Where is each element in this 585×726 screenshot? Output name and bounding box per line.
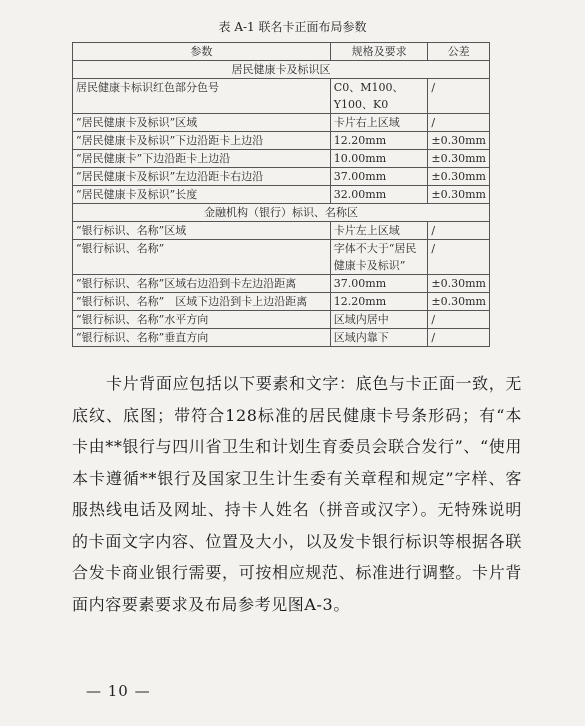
specification-cell: 32.00mm bbox=[330, 186, 428, 204]
table-row bbox=[73, 132, 490, 150]
layout-parameters-table bbox=[72, 42, 490, 347]
parameter-cell: “银行标识、名称”区域右边沿到卡左边沿距离 bbox=[73, 275, 331, 293]
parameter-cell: “居民健康卡及标识”左边沿距卡右边沿 bbox=[73, 168, 331, 186]
table-row bbox=[73, 79, 490, 114]
tolerance-cell: ±0.30mm bbox=[428, 150, 490, 168]
section-row bbox=[73, 204, 490, 222]
table-row bbox=[73, 222, 490, 240]
tolerance-cell: / bbox=[428, 79, 490, 114]
tolerance-cell: ±0.30mm bbox=[428, 186, 490, 204]
specification-cell: 区域内居中 bbox=[330, 311, 428, 329]
table-row bbox=[73, 114, 490, 132]
specification-cell: 12.20mm bbox=[330, 293, 428, 311]
tolerance-cell: ±0.30mm bbox=[428, 132, 490, 150]
specification-cell: 卡片右上区域 bbox=[330, 114, 428, 132]
table-row bbox=[73, 150, 490, 168]
parameter-cell: “居民健康卡及标识”长度 bbox=[73, 186, 331, 204]
table-row bbox=[73, 240, 490, 275]
section-title: 金融机构（银行）标识、名称区 bbox=[73, 204, 490, 222]
specification-cell: 37.00mm bbox=[330, 275, 428, 293]
tolerance-cell: / bbox=[428, 222, 490, 240]
tolerance-cell: / bbox=[428, 240, 490, 275]
tolerance-cell: ±0.30mm bbox=[428, 168, 490, 186]
table-row bbox=[73, 311, 490, 329]
parameter-cell: “银行标识、名称”水平方向 bbox=[73, 311, 331, 329]
page-number: — 10 — bbox=[86, 682, 151, 700]
back-of-card-paragraph: 卡片背面应包括以下要素和文字：底色与卡正面一致，无底纹、底图；带符合128标准的居民健康卡号条形码；有“本卡由**银行与四川省卫生和计划生育委员会联合发行”、“使用本卡遵循**银行及国家卫生计生委有关章程和规定”字样、客服热线电话及网址、持卡人姓名（拼音或汉字）。无特殊说明的卡面文字内容、位置及大小，以及发卡银行标识等根据各联合发卡商业银行需要，可按相应规范、标准进行调整。卡片背面内容要素要求及布局参考见图A-3。 bbox=[72, 374, 522, 614]
table-row bbox=[73, 168, 490, 186]
specification-cell: C0、M100、Y100、K0 bbox=[330, 79, 428, 114]
tolerance-cell: / bbox=[428, 311, 490, 329]
table-row bbox=[73, 275, 490, 293]
tolerance-cell: / bbox=[428, 114, 490, 132]
parameter-cell: “居民健康卡及标识”下边沿距卡上边沿 bbox=[73, 132, 331, 150]
parameter-cell: “银行标识、名称” bbox=[73, 240, 331, 275]
table-row bbox=[73, 329, 490, 347]
specification-cell: 卡片左上区域 bbox=[330, 222, 428, 240]
section-row bbox=[73, 61, 490, 79]
parameter-cell: “银行标识、名称”区域 bbox=[73, 222, 331, 240]
specification-cell: 12.20mm bbox=[330, 132, 428, 150]
table-row bbox=[73, 186, 490, 204]
parameter-cell: “居民健康卡”下边沿距卡上边沿 bbox=[73, 150, 331, 168]
column-header-specification: 规格及要求 bbox=[330, 43, 428, 61]
column-header-tolerance: 公差 bbox=[428, 43, 490, 61]
tolerance-cell: ±0.30mm bbox=[428, 293, 490, 311]
table-header-row bbox=[73, 43, 490, 61]
parameter-cell: “银行标识、名称”垂直方向 bbox=[73, 329, 331, 347]
parameter-cell: “居民健康卡及标识”区域 bbox=[73, 114, 331, 132]
parameter-cell: “银行标识、名称” 区域下边沿到卡上边沿距离 bbox=[73, 293, 331, 311]
specification-cell: 区域内靠下 bbox=[330, 329, 428, 347]
tolerance-cell: / bbox=[428, 329, 490, 347]
table-row bbox=[73, 293, 490, 311]
section-title: 居民健康卡及标识区 bbox=[73, 61, 490, 79]
tolerance-cell: ±0.30mm bbox=[428, 275, 490, 293]
parameter-cell: 居民健康卡标识红色部分色号 bbox=[73, 79, 331, 114]
table-caption: 表 A-1 联名卡正面布局参数 bbox=[218, 20, 367, 34]
specification-cell: 字体不大于“居民健康卡及标识” bbox=[330, 240, 428, 275]
column-header-parameter: 参数 bbox=[73, 43, 331, 61]
specification-cell: 10.00mm bbox=[330, 150, 428, 168]
specification-cell: 37.00mm bbox=[330, 168, 428, 186]
